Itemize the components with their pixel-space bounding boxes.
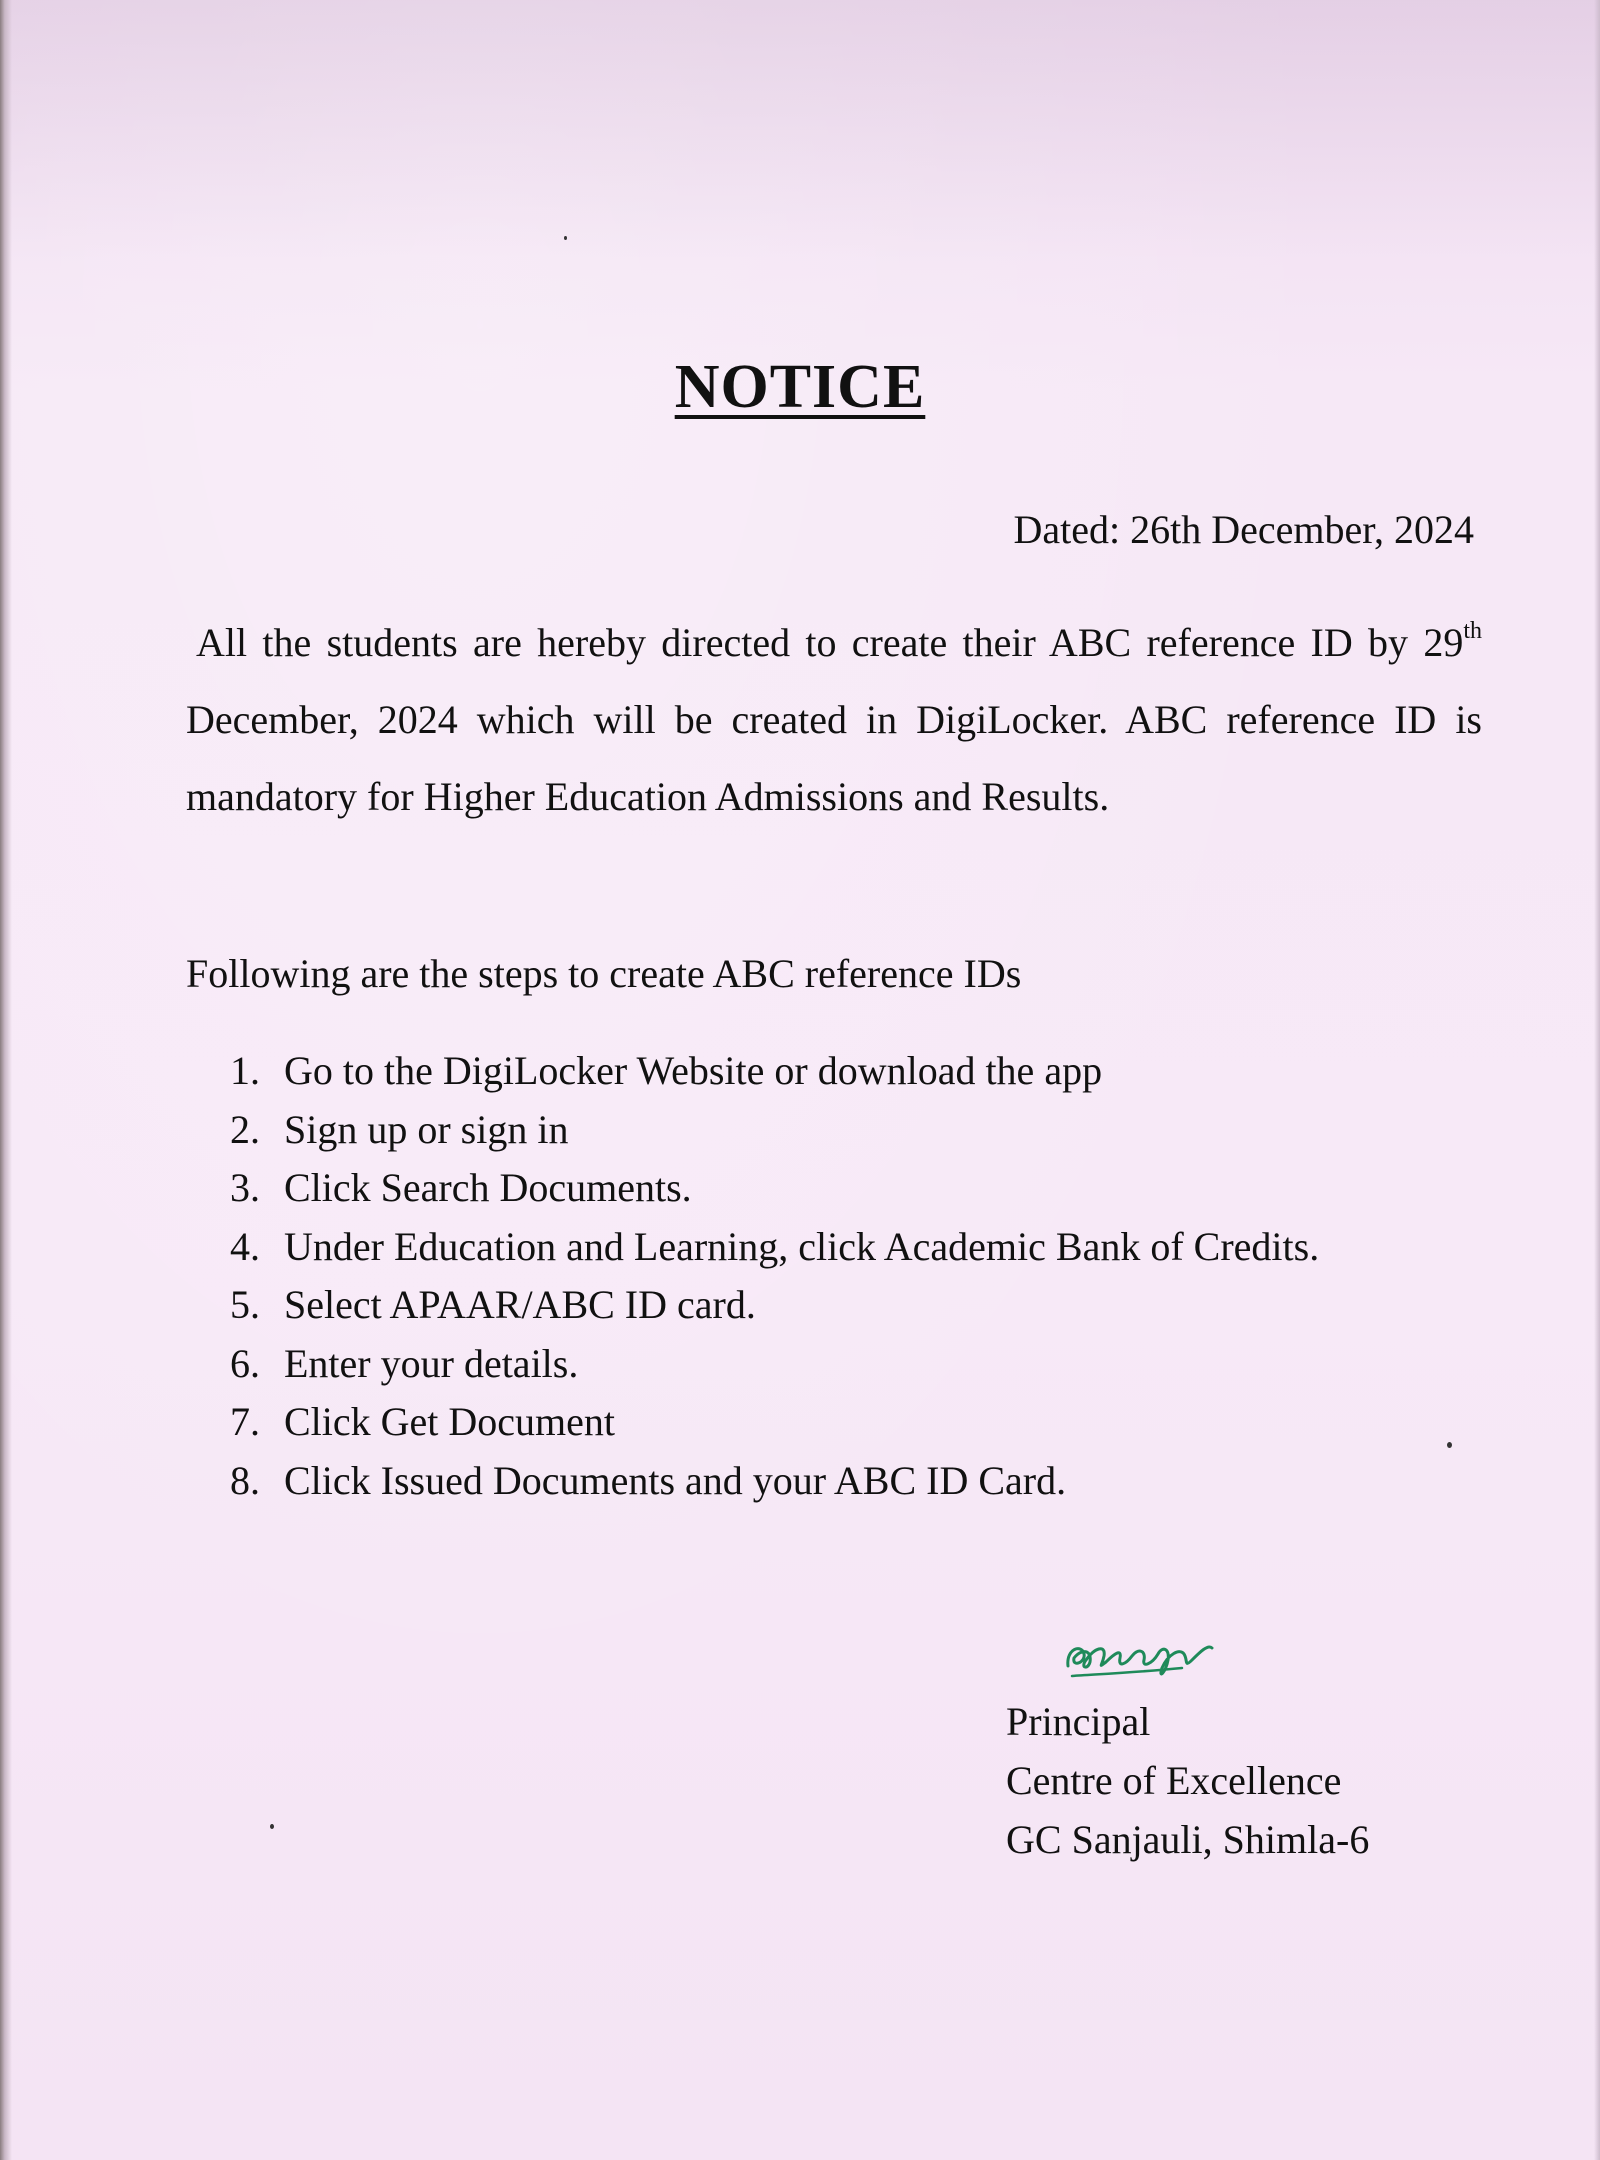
paper-left-edge xyxy=(0,0,12,2160)
list-item: 5. Select APAAR/ABC ID card. xyxy=(230,1282,756,1327)
paragraph-deadline-suffix: th xyxy=(1463,618,1483,644)
signatory-block xyxy=(1006,1692,1369,1869)
paragraph-text-part-2: December, 2024 which will be created in DigiLocker. ABC reference ID is mandatory for Higher Education Admissions and Results. xyxy=(186,697,1482,819)
list-item: 7. Click Get Document xyxy=(230,1399,616,1444)
list-item: 6. Enter your details. xyxy=(230,1340,579,1386)
scan-speck xyxy=(1447,1442,1452,1448)
notice-date: Dated: 26th December, 2024 xyxy=(1013,507,1474,552)
list-item: 4. Under Education and Learning, click Academic Bank of Credits. xyxy=(230,1223,1320,1269)
notice-title: NOTICE xyxy=(674,353,926,421)
signature-scribble xyxy=(1062,1618,1232,1688)
list-item: 1. Go to the DigiLocker Website or download the app xyxy=(230,1048,1103,1093)
list-item: 8. Click Issued Documents and your ABC ID Card. xyxy=(230,1457,1067,1503)
list-item: 3. Click Search Documents. xyxy=(230,1165,692,1210)
signatory-institution: Centre of Excellence xyxy=(1006,1758,1342,1803)
paragraph-deadline-day: 29 xyxy=(1423,620,1464,665)
scan-speck xyxy=(270,1824,274,1829)
scan-speck xyxy=(564,236,567,240)
paragraph-text-part-1: All the students are hereby directed to create their ABC reference ID by xyxy=(196,620,1409,665)
notice-paragraph xyxy=(186,604,1482,835)
signatory-designation: Principal xyxy=(1006,1699,1151,1744)
list-item: 2. Sign up or sign in xyxy=(230,1106,569,1152)
paper-right-edge xyxy=(1594,0,1600,2160)
signatory-location: GC Sanjauli, Shimla-6 xyxy=(1006,1817,1370,1862)
steps-intro: Following are the steps to create ABC reference IDs xyxy=(186,951,1022,996)
steps-list xyxy=(230,1042,1319,1510)
scan-shadow xyxy=(0,0,1600,260)
